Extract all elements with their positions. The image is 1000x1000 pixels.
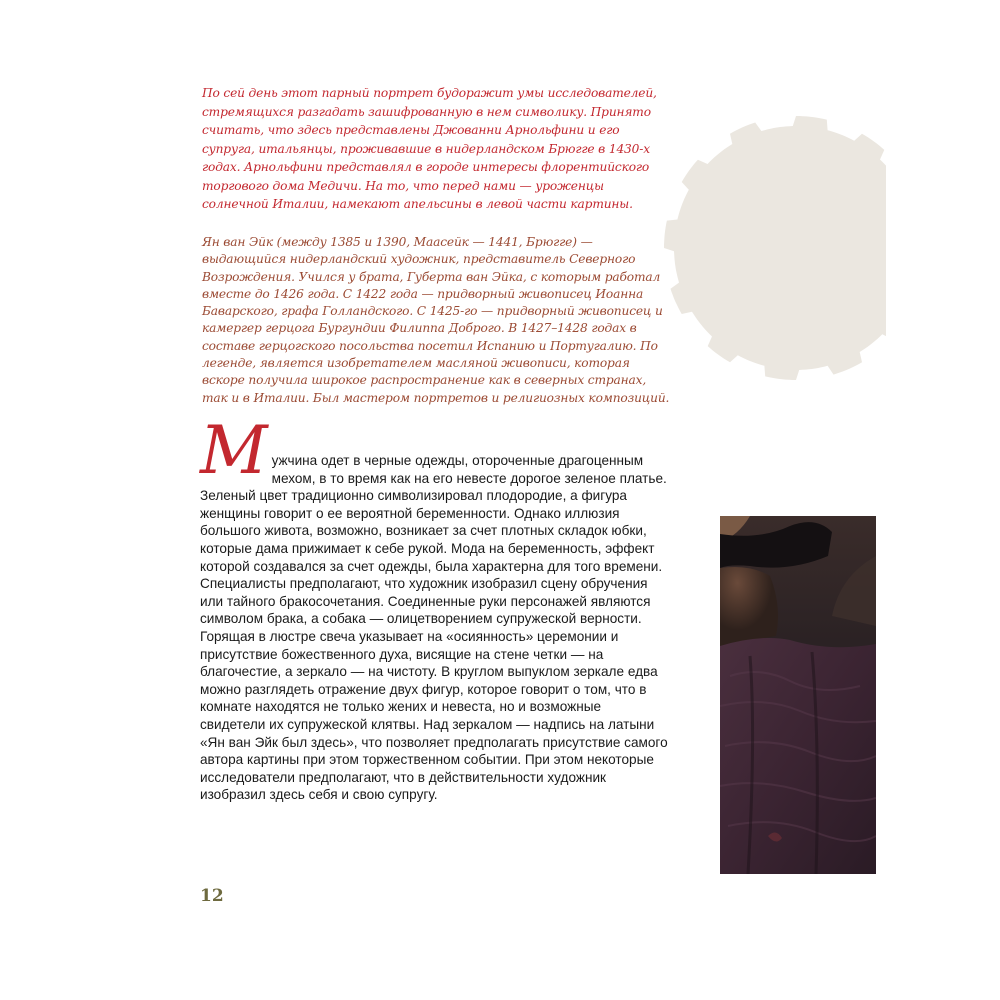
drop-cap: М [200, 412, 268, 489]
gear-shape-fill [664, 116, 886, 380]
painting-detail-art [720, 516, 876, 874]
decorative-gear-shape [646, 108, 886, 388]
intro-paragraph: По сей день этот парный портрет будоражит умы исследователей, стремящихся разгадать зашифрованную в нем символику. Принято считать, что здесь представлены Джованни Арнольфини и его супруга, итальянцы, проживавшие в нидерландском Брюгге в 1430-х годах. Арнольфини представлял в городе интересы флорентийского торгового дома Медичи. На то, что перед нами — уроженцы солнечной Италии, намекают апельсины в левой части картины. [202, 86, 657, 211]
page-number: 12 [200, 886, 224, 906]
main-text-block [200, 412, 670, 804]
main-paragraph: ужчина одет в черные одежды, отороченные драгоценным мехом, в то время как на его невесте дорогое зеленое платье. Зеленый цвет традиционно символизировал плодородие, а фигура женщины говорит о ее вероятной беременности. Однако иллюзия большого живота, возможно, возникает за счет плотных складок юбки, которые дама прижимает к себе рукой. Мода на беременность, эффект которой создавался за счет одежды, была характерна для того времени. Специалисты предполагают, что художник изобразил сцену обручения или тайного бракосочетания. Соединенные руки персонажей являются символом брака, а собака — олицетворением супружеской верности. Горящая в люстре свеча указывает на «осиянность» церемонии и присутствие божественного духа, висящие на стене четки — на благочестие, а зеркало — на чистоту. В круглом выпуклом зеркале едва можно разглядеть отражение двух фигур, которое говорит о том, что в комнате находятся не только жених и невеста, но и возможные свидетели их супружеской клятвы. Над зеркалом — надпись на латыни «Ян ван Эйк был здесь», что позволяет предполагать присутствие самого автора картины при этом торжественном событии. При этом некоторые исследователи предполагают, что в действительности художник изобразил здесь себя и свою супругу. [200, 453, 668, 803]
painting-detail-image [720, 516, 876, 874]
biography-paragraph: Ян ван Эйк (между 1385 и 1390, Маасейк — 1441, Брюгге) — выдающийся нидерландский художник, представитель Северного Возрождения. Учился у брата, Губерта ван Эйка, с которым работал вместе до 1426 года. С 1422 года — придворный живописец Иоанна Баварского, графа Голландского. С 1425-го — придворный живописец и камергер герцога Бургундии Филиппа Доброго. В 1427–1428 годах в составе герцогского посольства посетил Испанию и Португалию. По легенде, является изобретателем масляной живописи, которая вскоре получила широкое распространение как в северных странах, так и в Италии. Был мастером портретов и религиозных композиций. [202, 235, 670, 405]
